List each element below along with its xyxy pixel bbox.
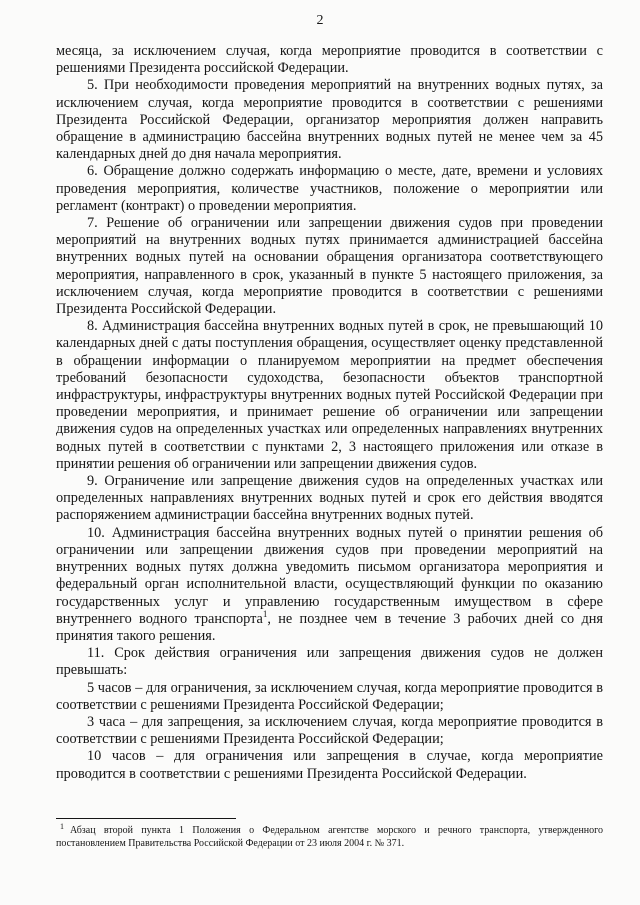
paragraph-11-item-2: 3 часа – для запрещения, за исключением случая, когда мероприятие проводится в соответствии с решениями Президента Российской Федерации;: [56, 713, 603, 748]
paragraph-6: 6. Обращение должно содержать информацию о месте, дате, времени и условиях проведения мероприятия, количестве участников, положение о мероприятии или регламент (контракт) о проведении мероприятия.: [56, 163, 603, 214]
document-body: [56, 43, 603, 783]
paragraph-10: [56, 525, 603, 645]
footnote-reference: 1: [262, 608, 268, 619]
footnote-divider: [56, 818, 236, 819]
footnote: [56, 821, 603, 850]
page-number: 2: [316, 13, 324, 28]
footnote-mark: 1: [60, 821, 64, 831]
paragraph-5: 5. При необходимости проведения мероприятий на внутренних водных путях, за исключением случая, когда мероприятие проводится в соответствии с решениями Президента Российской Федерации, организатор мероприятия должен направить обращение в администрацию бассейна внутренних водных путей не менее чем за 45 календарных дней до дня начала мероприятия.: [56, 77, 603, 163]
paragraph-10-main: 10. Администрация бассейна внутренних водных путей о принятии решения об ограничении или запрещении движения судов при проведении мероприятий на внутренних водных путях должна уведомить письмом организатора мероприятия и федеральный орган исполнительной власти, осуществляющий функции по оказанию государственных услуг и управлению государственным имуществом в сфере внутреннего водного транспорта: [56, 524, 603, 627]
paragraph-10-tail: , не позднее чем в течение 3 рабочих дней со дня принятия такого решения.: [56, 610, 603, 644]
paragraph-11: 11. Срок действия ограничения или запрещения движения судов не должен превышать:: [56, 645, 603, 679]
paragraph-8: 8. Администрация бассейна внутренних водных путей в срок, не превышающий 10 календарных дней с даты поступления обращения, осуществляет оценку представленной в обращении информации о планируемом мероприятии на предмет обеспечения требований безопасности судоходства, безопасности объектов транспортной инфраструктуры, инфраструктуры внутренних водных путей Российской Федерации при проведении мероприятия, и принимает решение об ограничении или запрещении движения судов на определенных участках или определенных направлениях внутренних водных путей в соответствии с пунктами 2, 3 настоящего приложения или отказе в принятии решения об ограничении или запрещении движения судов.: [56, 318, 603, 472]
paragraph-11-item-1: 5 часов – для ограничения, за исключением случая, когда мероприятие проводится в соответствии с решениями Президента Российской Федерации;: [56, 679, 603, 713]
paragraph-continuation: месяца, за исключением случая, когда мероприятие проводится в соответствии с решениями Президента российской Федерации.: [56, 43, 603, 77]
paragraph-7: 7. Решение об ограничении или запрещении движения судов при проведении мероприятий на внутренних водных путях принимается администрацией бассейна внутренних водных путей на основании обращения организатора соответствующего мероприятия, направленного в срок, указанный в пункте 5 настоящего приложения, за исключением случая, когда мероприятие проводится в соответствии с решениями Президента Российской Федерации.: [56, 215, 603, 318]
footnote-text: Абзац второй пункта 1 Положения о Федеральном агентстве морского и речного транспорта, утвержденного постановлением Правительства Российской Федерации от 23 июля 2004 г. № 371.: [56, 825, 603, 849]
paragraph-11-item-3: 10 часов – для ограничения или запрещения в случае, когда мероприятие проводится в соответствии с решениями Президента Российской Федерации.: [56, 748, 603, 782]
paragraph-9: 9. Ограничение или запрещение движения судов на определенных участках или определенных направлениях внутренних водных путей и срок его действия вводятся распоряжением администрации бассейна внутренних водных путей.: [56, 473, 603, 524]
